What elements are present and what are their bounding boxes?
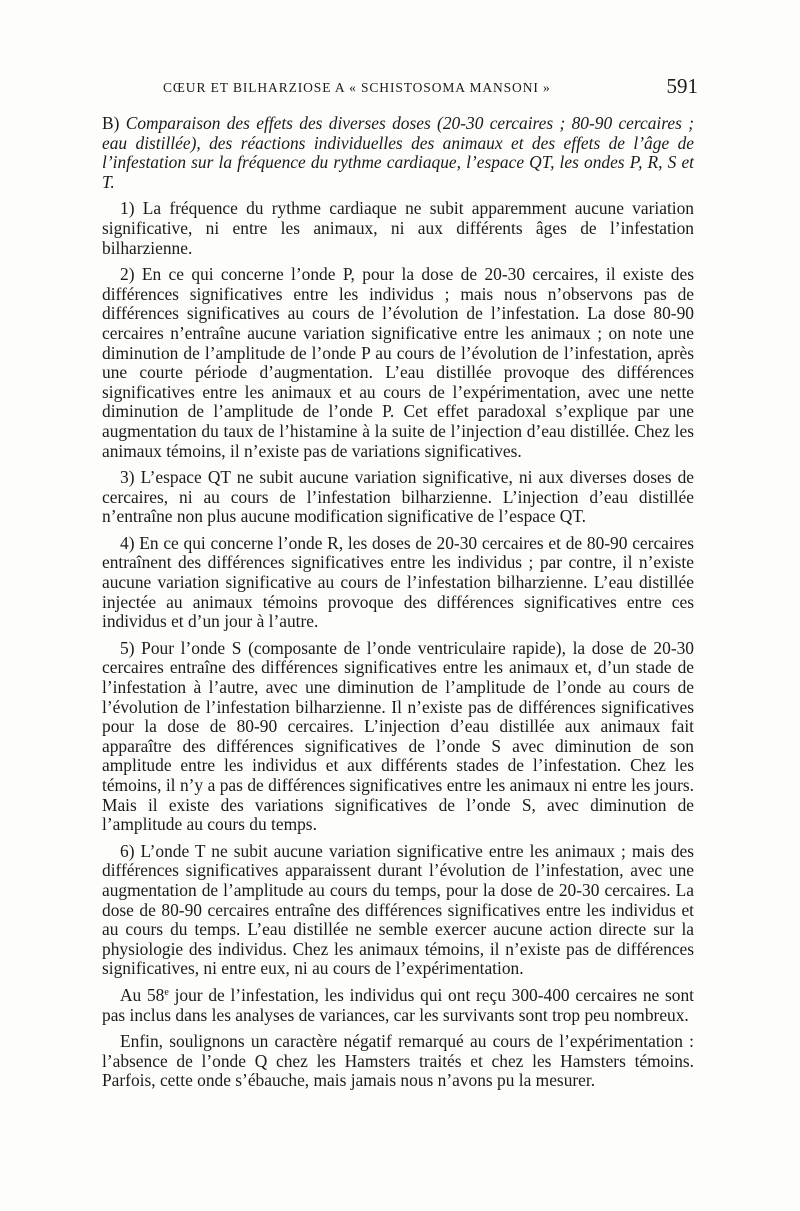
paragraph-2: 2) En ce qui concerne l’onde P, pour la dose de 20-30 cercaires, il existe des différences significatives entre les individus ; mais nous n’observons pas de différences significatives au cours de l’évolution de l’infestation. La dose 80-90 cercaires n’entraîne aucune variation significative entre les animaux ; on note une diminution de l’amplitude de l’onde P au cours de l’évolution de l’infestation, après une courte période d’augmentation. L’eau distillée provoque des différences significatives entre les animaux et au cours de l’expérimentation, avec une nette diminution de l’amplitude de l’onde P. Cet effet paradoxal s’explique par une augmentation du taux de l’histamine à la suite de l’injection d’eau distillée. Chez les animaux témoins, il n’existe pas de variations significatives. — [102, 264, 694, 461]
section-title: Comparaison des effets des diverses doses (20-30 cercaires ; 80-90 cercaires ; eau distillée), des réactions individuelles des animaux et des effets de l’âge de l’infestation sur la fréquence du rythme cardiaque, l’espace QT, les ondes P, R, S et T. — [102, 113, 694, 192]
ordinal-superscript: e — [164, 986, 169, 998]
day-paragraph-rest: jour de l’infestation, les individus qui ont reçu 300-400 cercaires ne sont pas inclus dans les analyses de variances, car les survivants sont trop peu nombreux. — [102, 984, 694, 1025]
page-number: 591 — [666, 74, 698, 98]
body-text — [102, 114, 694, 1098]
paragraph-5: 5) Pour l’onde S (composante de l’onde ventriculaire rapide), la dose de 20-30 cercaires entraîne des différences significatives entre les animaux et, d’un stade de l’infestation à l’autre, avec une diminution de l’amplitude de l’onde au cours de l’évolution de l’infestation bilharzienne. Il n’existe pas de différences significatives pour la dose de 80-90 cercaires. L’injection d’eau distillée aux animaux fait apparaître des différences significatives de l’onde S avec diminution de son amplitude entre les individus et aux différents stades de l’infestation. Chez les témoins, il n’y a pas de différences significatives entre les animaux ni entre les jours. Mais il existe des variations significatives de l’onde S, avec diminution de l’amplitude au cours du temps. — [102, 637, 694, 835]
day-paragraph-start: Au 58 — [120, 984, 165, 1005]
page-header — [163, 74, 698, 102]
section-heading — [102, 114, 694, 192]
paragraph-6: 6) L’onde T ne subit aucune variation significative entre les animaux ; mais des différences significatives apparaissent durant l’évolution de l’infestation, avec une augmentation de l’amplitude au cours du temps, pour la dose de 20-30 cercaires. La dose de 80-90 cercaires entraîne des différences significatives entre les individus et au cours du temps. L’eau distillée ne semble exercer aucune action directe sur la physiologie des individus. Chez les animaux témoins, il n’existe pas de différences significatives, ni entre eux, ni au cours de l’expérimentation. — [102, 840, 694, 979]
paragraph-1: 1) La fréquence du rythme cardiaque ne subit apparemment aucune variation significative, ni entre les animaux, ni aux différents âges de l’infestation bilharzienne. — [102, 198, 694, 258]
running-head: CŒUR ET BILHARZIOSE A « SCHISTOSOMA MANSONI » — [163, 80, 551, 95]
paragraph-4: 4) En ce qui concerne l’onde R, les doses de 20-30 cercaires et de 80-90 cercaires entraînent des différences significatives entre les individus ; par contre, il n’existe aucune variation significative au cours de l’infestation bilharzienne. L’eau distillée injectée au animaux témoins provoque des différences significatives entre ces individus et d’un jour à l’autre. — [102, 532, 694, 632]
day-paragraph — [102, 986, 694, 1025]
final-paragraph: Enfin, soulignons un caractère négatif remarqué au cours de l’expérimentation : l’absence de l’onde Q chez les Hamsters traités et chez les Hamsters témoins. Parfois, cette onde s’ébauche, mais jamais nous n’avons pu la mesurer. — [102, 1031, 694, 1091]
section-label: B) — [102, 113, 120, 133]
paragraph-3: 3) L’espace QT ne subit aucune variation significative, ni aux diverses doses de cercaires, ni au cours de l’infestation bilharzienne. L’injection d’eau distillée n’entraîne non plus aucune modification significative de l’espace QT. — [102, 467, 694, 527]
